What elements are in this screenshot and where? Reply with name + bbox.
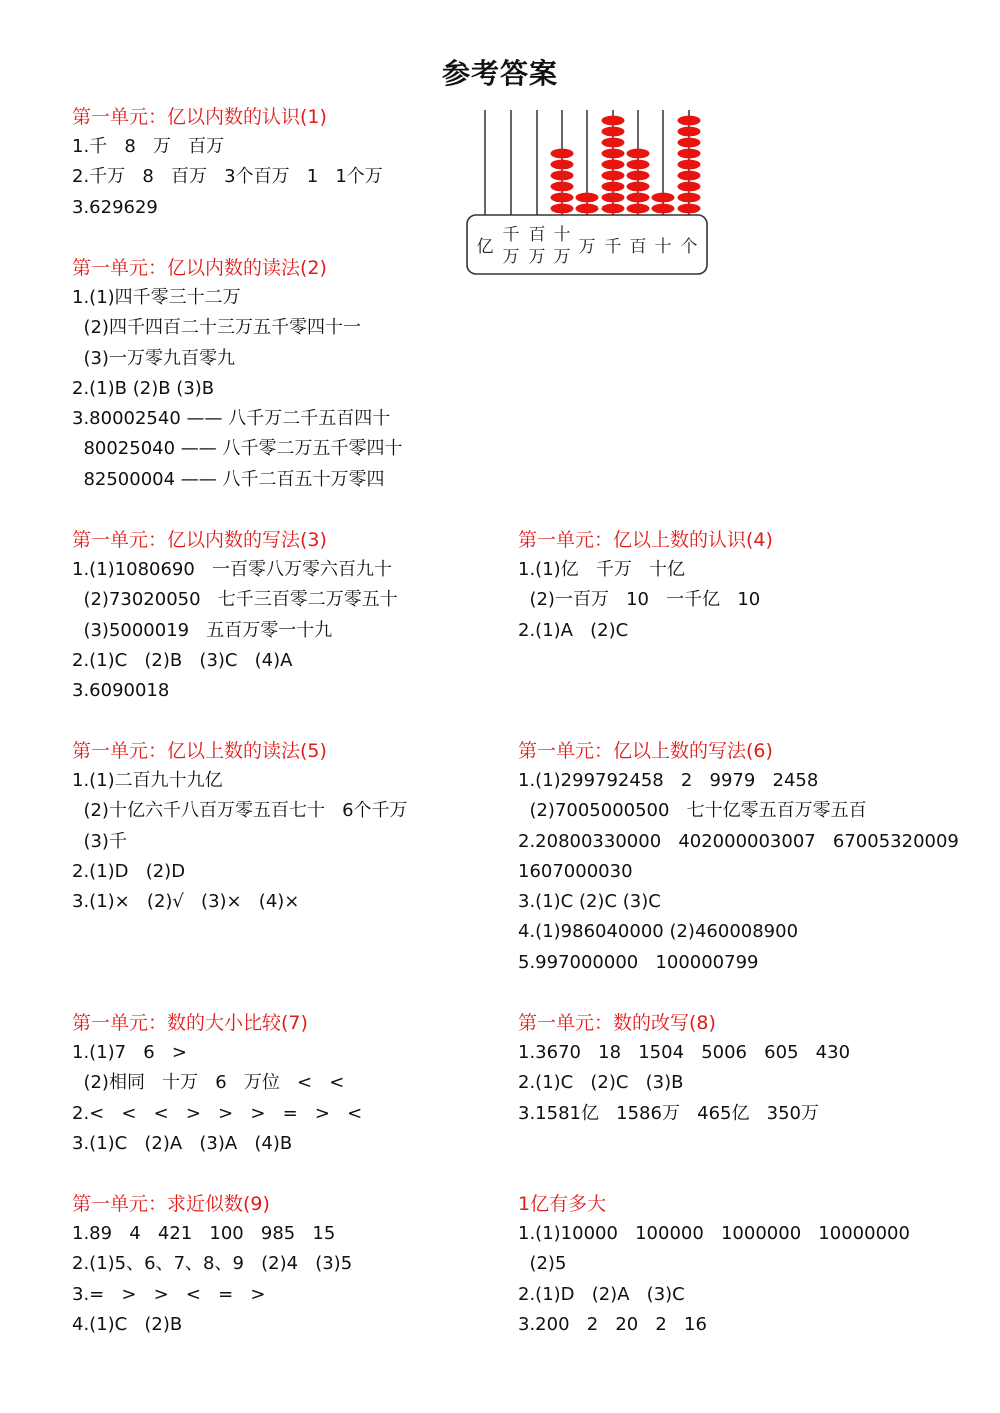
answer-line: 3.(1)C (2)A (3)A (4)B: [72, 1132, 293, 1154]
answer-line: 2.(1)B (2)B (3)B: [72, 377, 215, 399]
abacus-bead: [551, 193, 574, 203]
abacus-diagram: [466, 102, 708, 276]
answer-section-10: [518, 1189, 910, 1340]
abacus-bead: [576, 193, 599, 203]
abacus-bead: [576, 204, 599, 214]
answer-line: 2.(1)D (2)A (3)C: [518, 1283, 685, 1305]
answer-line: (2)73020050 七千三百零二万零五十: [72, 589, 398, 611]
section-heading: 第一单元：亿以上数的认识(4): [518, 529, 773, 551]
answer-line: 1.(1)10000 100000 1000000 10000000: [518, 1223, 910, 1244]
answer-line: (3)5000019 五百万零一十九: [72, 619, 333, 641]
abacus-place-label: 百: [629, 237, 647, 257]
abacus-bead: [652, 204, 675, 214]
answer-line: (2)一百万 10 一千亿 10: [518, 589, 761, 611]
answer-line: 2.20800330000 402000003007 67005320009: [518, 830, 959, 852]
abacus-place-label: 万: [578, 237, 596, 257]
abacus-place-label: 千: [604, 237, 622, 257]
answer-line: (2)相同 十万 6 万位 < <: [72, 1072, 345, 1094]
abacus-bead: [602, 204, 625, 214]
abacus-bead: [602, 127, 625, 137]
abacus-bead: [627, 204, 650, 214]
abacus-bead: [627, 193, 650, 203]
abacus-bead: [602, 116, 625, 126]
answer-line: 2.(1)5、6、7、8、9 (2)4 (3)5: [72, 1253, 353, 1275]
answer-line: 1.(1)亿 千万 十亿: [518, 559, 686, 580]
answer-line: 1.3670 18 1504 5006 605 430: [518, 1042, 851, 1063]
answer-line: 3.80002540 —— 八千万二千五百四十: [72, 408, 391, 430]
abacus-bead: [627, 171, 650, 181]
abacus-bead: [678, 193, 701, 203]
answer-line: (2)7005000500 七十亿零五百万零五百: [518, 800, 867, 822]
answer-line: 2.(1)C (2)C (3)B: [518, 1072, 684, 1094]
section-heading: 第一单元：亿以内数的认识(1): [72, 106, 327, 128]
abacus-beads: [551, 116, 701, 214]
answer-section-6: [518, 736, 959, 978]
answer-line: 1.千 8 万 百万: [72, 136, 225, 157]
section-heading: 第一单元：数的大小比较(7): [72, 1012, 308, 1034]
abacus-place-label: 千万: [502, 225, 520, 267]
answer-line: 82500004 —— 八千二百五十万零四: [72, 468, 385, 490]
answer-line: 3.200 2 20 2 16: [518, 1313, 707, 1335]
abacus-bead: [602, 193, 625, 203]
abacus-bead: [678, 149, 701, 159]
answer-section-4: [518, 525, 773, 646]
answer-line: 2.千万 8 百万 3个百万 1 1个万: [72, 166, 383, 188]
answer-line: 1.(1)1080690 一百零八万零六百九十: [72, 559, 392, 580]
abacus-bead: [678, 127, 701, 137]
answer-line: 3.6090018: [72, 680, 170, 702]
answer-section-7: [72, 1008, 362, 1159]
abacus-bead: [551, 160, 574, 170]
answer-line: 1.(1)7 6 >: [72, 1042, 187, 1063]
abacus-place-label: 亿: [476, 237, 494, 257]
abacus-bead: [627, 149, 650, 159]
answer-line: (2)十亿六千八百万零五百七十 6个千万: [72, 800, 408, 822]
answer-line: 1607000030: [518, 860, 633, 882]
answer-line: 1.(1)299792458 2 9979 2458: [518, 770, 819, 791]
section-heading: 第一单元：求近似数(9): [72, 1193, 270, 1215]
answer-line: 3.(1)C (2)C (3)C: [518, 891, 661, 913]
abacus-bead: [678, 160, 701, 170]
abacus-bead: [602, 160, 625, 170]
answer-section-3: [72, 525, 398, 706]
answer-line: 1.(1)二百九十九亿: [72, 770, 223, 791]
answer-line: 3.(1)× (2)√ (3)× (4)×: [72, 891, 300, 913]
answer-line: (3)一万零九百零九: [72, 347, 235, 369]
abacus-bead: [551, 204, 574, 214]
answer-line: (2)四千四百二十三万五千零四十一: [72, 317, 361, 339]
section-heading: 第一单元：数的改写(8): [518, 1012, 716, 1034]
answer-line: 2.(1)A (2)C: [518, 619, 629, 641]
abacus-bead: [551, 171, 574, 181]
answer-line: 3.1581亿 1586万 465亿 350万: [518, 1102, 819, 1124]
answer-line: 1.89 4 421 100 985 15: [72, 1223, 336, 1244]
abacus-bead: [678, 204, 701, 214]
answer-line: (3)千: [72, 830, 127, 852]
abacus-place-label: 十万: [553, 225, 571, 267]
answer-line: 1.(1)四千零三十二万: [72, 287, 241, 308]
abacus-bead: [627, 160, 650, 170]
section-heading: 第一单元：亿以内数的读法(2): [72, 257, 327, 279]
answer-line: 2.(1)D (2)D: [72, 860, 186, 882]
answer-line: 5.997000000 100000799: [518, 951, 759, 973]
answer-section-9: [72, 1189, 352, 1340]
abacus-bead: [678, 171, 701, 181]
answer-section-5: [72, 736, 408, 917]
abacus-bead: [678, 182, 701, 192]
page-title: 参考答案: [441, 57, 558, 90]
answer-line: 80025040 —— 八千零二万五千零四十: [72, 438, 403, 460]
answer-section-1: [72, 102, 383, 223]
abacus-bead: [652, 193, 675, 203]
section-heading: 第一单元：亿以内数的写法(3): [72, 529, 327, 551]
answer-line: (2)5: [518, 1253, 567, 1275]
abacus-place-label: 个: [680, 237, 698, 257]
answer-line: 2.< < < > > > = > <: [72, 1102, 363, 1124]
answer-line: 4.(1)986040000 (2)460008900: [518, 921, 799, 943]
answer-line: 3.= > > < = >: [72, 1283, 266, 1305]
answer-line: 3.629629: [72, 196, 158, 218]
abacus-bead: [678, 116, 701, 126]
abacus-bead: [551, 182, 574, 192]
answer-line: 2.(1)C (2)B (3)C (4)A: [72, 649, 293, 671]
section-heading: 第一单元：亿以上数的读法(5): [72, 740, 327, 762]
abacus-bead: [602, 182, 625, 192]
section-heading: 1亿有多大: [518, 1193, 607, 1215]
answer-section-2: [72, 253, 403, 495]
abacus-bead: [551, 149, 574, 159]
abacus-bead: [627, 182, 650, 192]
abacus-place-label: 十: [654, 237, 672, 257]
abacus-bead: [602, 171, 625, 181]
answer-line: 4.(1)C (2)B: [72, 1313, 183, 1335]
abacus-bead: [602, 138, 625, 148]
abacus-bead: [678, 138, 701, 148]
abacus-place-label: 百万: [528, 225, 546, 267]
answer-section-8: [518, 1008, 850, 1129]
abacus-bead: [602, 149, 625, 159]
section-heading: 第一单元：亿以上数的写法(6): [518, 740, 773, 762]
